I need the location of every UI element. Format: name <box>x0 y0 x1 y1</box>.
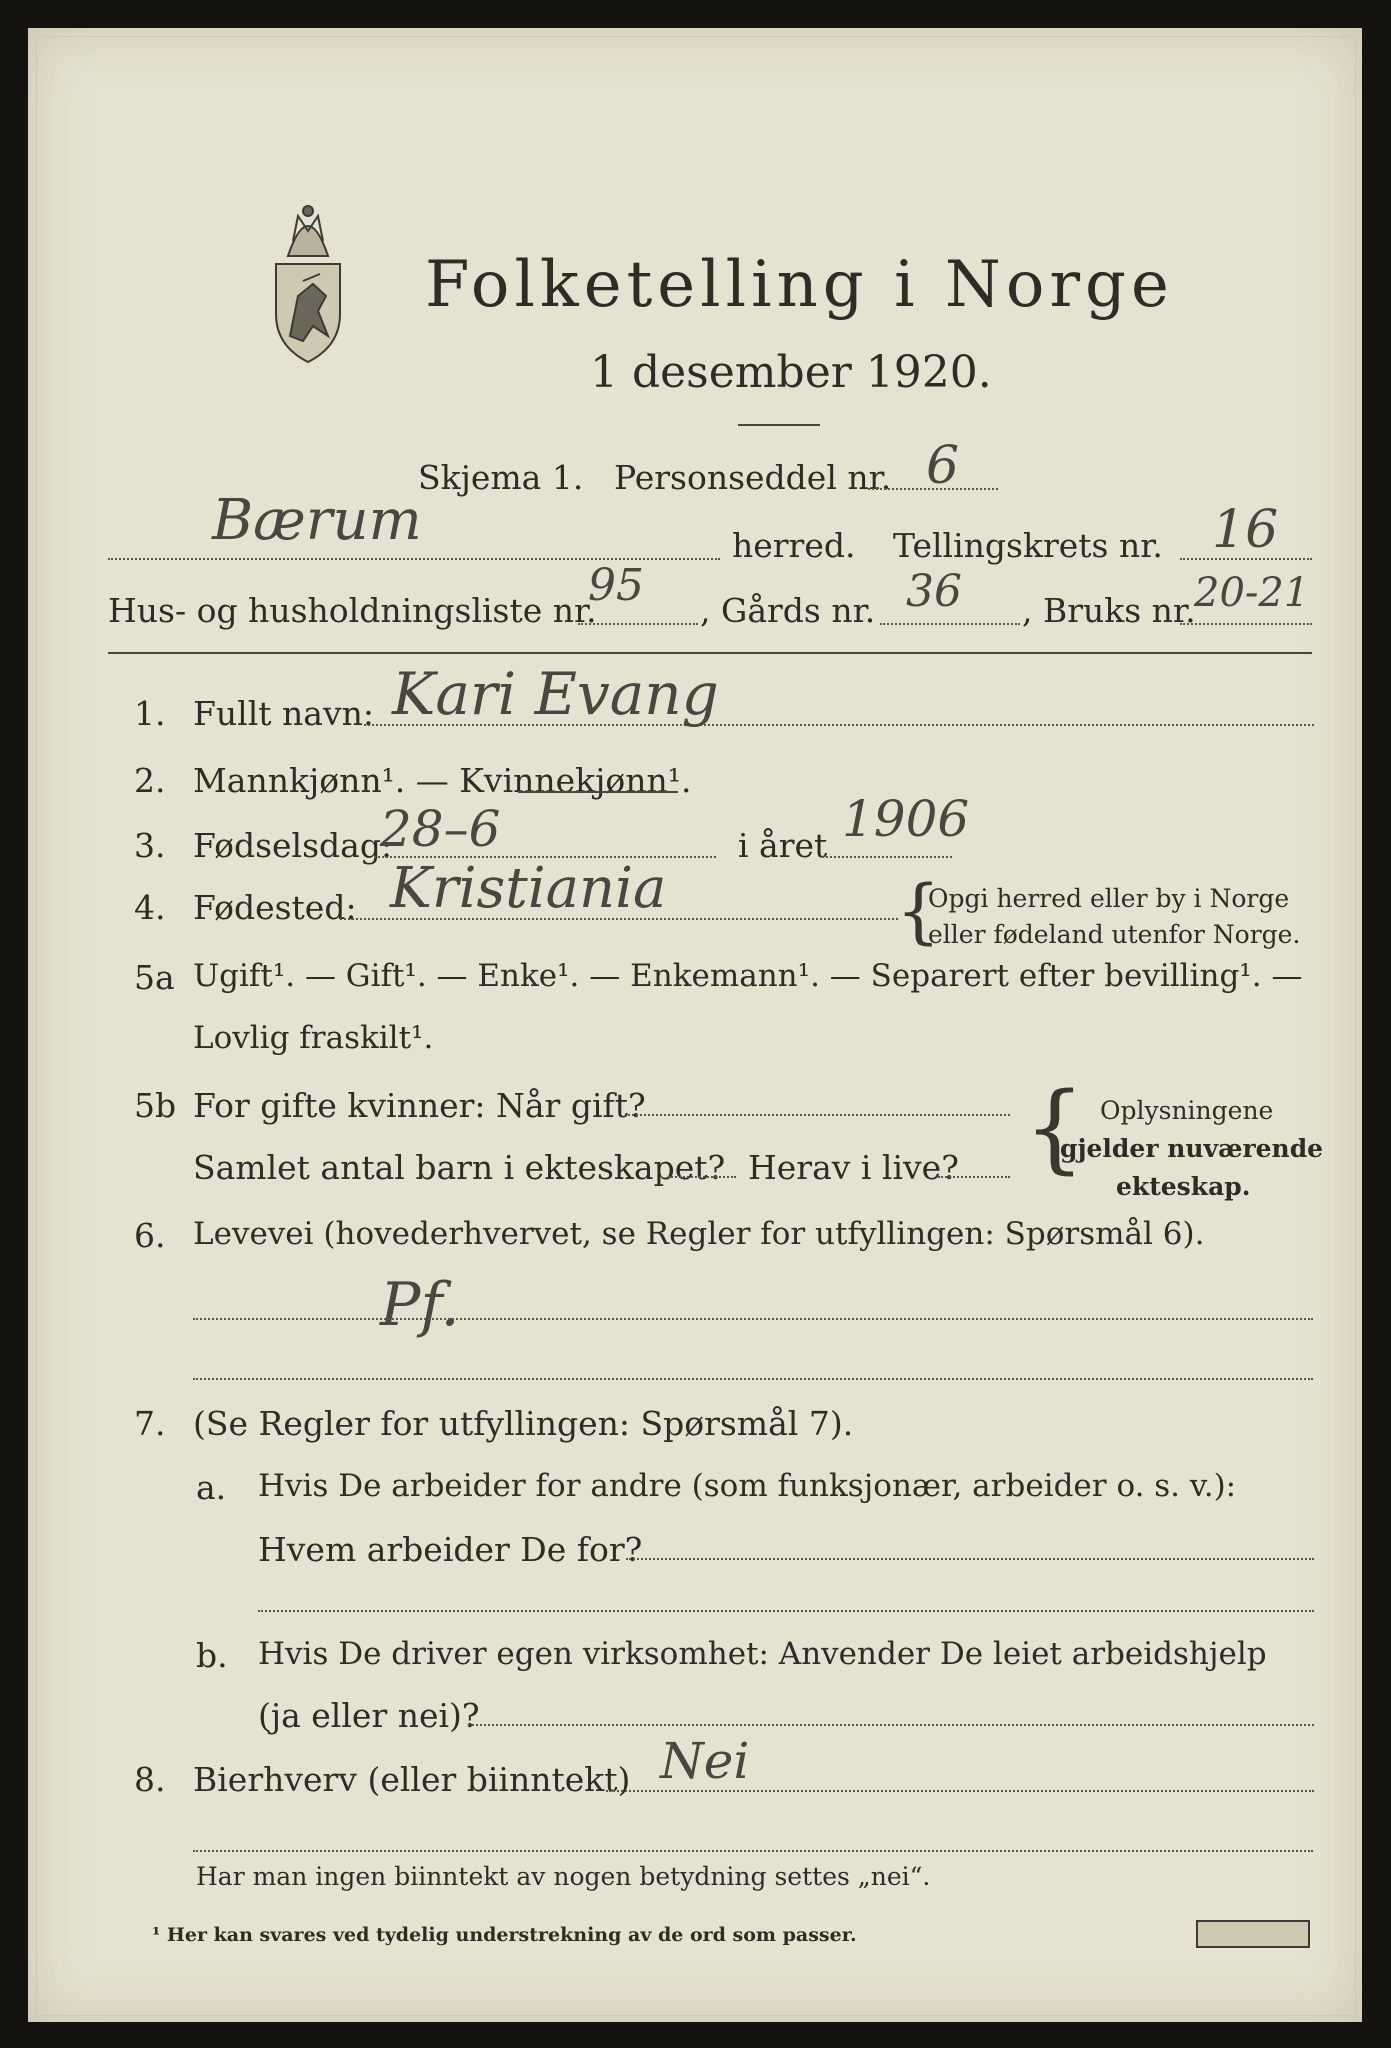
q7a-question: Hvis De arbeider for andre (som funksjonær, arbeider o. s. v.): <box>258 1468 1237 1504</box>
birth-year-value[interactable]: 1906 <box>842 790 970 848</box>
children-alive-line[interactable] <box>938 1176 1010 1178</box>
q4-label: Fødested: <box>193 888 357 927</box>
q1-label: Fullt navn: <box>193 694 374 733</box>
husliste-line <box>578 623 698 625</box>
q5a-number: 5a <box>134 958 175 997</box>
tellingskrets-label: Tellingskrets nr. <box>893 526 1163 565</box>
side-income-line-2 <box>193 1850 1313 1852</box>
husliste-label: Hus- og husholdningsliste nr. <box>108 591 597 630</box>
side-income-value[interactable]: Nei <box>660 1732 750 1790</box>
occupation-line-2 <box>193 1378 1313 1380</box>
norwegian-coat-of-arms-icon <box>258 186 358 366</box>
occupation-line-1 <box>193 1318 1313 1320</box>
bruks-value[interactable]: 20-21 <box>1194 570 1310 616</box>
side-income-note: Har man ingen biinntekt av nogen betydning settes „nei“. <box>196 1862 931 1891</box>
q4-number: 4. <box>134 888 166 927</box>
q5b-number: 5b <box>134 1086 177 1125</box>
divorced-option[interactable]: Lovlig fraskilt¹. <box>193 1020 434 1056</box>
q6-label: Levevei (hovederhvervet, se Regler for utfyllingen: Spørsmål 6). <box>193 1216 1205 1252</box>
q1-number: 1. <box>134 694 166 733</box>
q2-number: 2. <box>134 761 166 800</box>
children-alive-label: Herav i live? <box>748 1148 959 1187</box>
q3-label: Fødselsdag: <box>193 826 393 865</box>
birthplace-value[interactable]: Kristiania <box>390 856 667 921</box>
q7b-question: Hvis De driver egen virksomhet: Anvender De leiet arbeidshjelp <box>258 1636 1267 1672</box>
title-divider <box>738 424 820 426</box>
q6-number: 6. <box>134 1216 166 1255</box>
personseddel-value[interactable]: 6 <box>926 436 960 496</box>
q3-number: 3. <box>134 826 166 865</box>
footnote: ¹ Her kan svares ved tydelig understrekning av de ord som passer. <box>152 1924 857 1946</box>
marital-status-options[interactable]: Ugift¹. — Gift¹. — Enke¹. — Enkemann¹. — Separert efter bevilling¹. — <box>193 958 1303 994</box>
birthplace-note-brace: { <box>896 870 941 952</box>
employer-label: Hvem arbeider De for? <box>258 1530 643 1569</box>
gards-label: , Gårds nr. <box>700 591 876 630</box>
herred-label: herred. <box>732 526 856 565</box>
skjema-label: Skjema 1. <box>418 458 584 497</box>
header-separator <box>108 652 1312 654</box>
q8-label: Bierhverv (eller biinntekt) <box>193 1760 631 1799</box>
q7a-letter: a. <box>196 1468 227 1507</box>
side-income-line <box>606 1790 1314 1792</box>
children-count-line[interactable] <box>668 1176 736 1178</box>
when-married-line[interactable] <box>628 1114 1010 1116</box>
tellingskrets-value[interactable]: 16 <box>1212 500 1279 560</box>
year-line <box>822 856 952 858</box>
marriage-note-line3: ekteskap. <box>1116 1172 1251 1201</box>
marriage-note-brace: { <box>1024 1072 1086 1184</box>
bruks-line <box>1180 623 1312 625</box>
year-label: i året <box>738 826 828 865</box>
occupation-value[interactable]: Pf. <box>380 1270 460 1340</box>
marriage-note-line1: Oplysningene <box>1100 1096 1274 1125</box>
personseddel-label: Personseddel nr. <box>614 458 892 497</box>
bruks-label: , Bruks nr. <box>1022 591 1196 630</box>
printer-stamp-icon <box>1196 1920 1310 1948</box>
when-married-label: For gifte kvinner: Når gift? <box>193 1086 646 1125</box>
birthplace-note-line1: Opgi herred eller by i Norge <box>928 884 1290 913</box>
form-title: Folketelling i Norge <box>425 248 1174 322</box>
q7b-letter: b. <box>196 1636 228 1675</box>
children-count-label: Samlet antal barn i ekteskapet? <box>193 1148 726 1187</box>
gender-options[interactable]: Mannkjønn¹. — Kvinnekjønn¹. <box>193 761 692 800</box>
census-date: 1 desember 1920. <box>590 347 992 398</box>
gards-value[interactable]: 36 <box>906 566 962 617</box>
birthday-value[interactable]: 28–6 <box>380 800 501 858</box>
municipality-value[interactable]: Bærum <box>212 488 422 553</box>
hired-help-label: (ja eller nei)? <box>258 1696 480 1735</box>
gender-underline <box>518 791 678 793</box>
employer-line[interactable] <box>626 1558 1314 1560</box>
gards-line <box>880 623 1020 625</box>
hired-help-line[interactable] <box>468 1724 1314 1726</box>
husliste-value[interactable]: 95 <box>588 560 644 611</box>
q8-number: 8. <box>134 1760 166 1799</box>
marriage-note-line2: gjelder nuværende <box>1060 1134 1324 1163</box>
q7-label: (Se Regler for utfyllingen: Spørsmål 7). <box>193 1404 854 1443</box>
birthplace-note-line2: eller fødeland utenfor Norge. <box>928 920 1301 949</box>
q7-number: 7. <box>134 1404 166 1443</box>
full-name-value[interactable]: Kari Evang <box>392 660 719 728</box>
employer-line-2[interactable] <box>258 1610 1314 1612</box>
